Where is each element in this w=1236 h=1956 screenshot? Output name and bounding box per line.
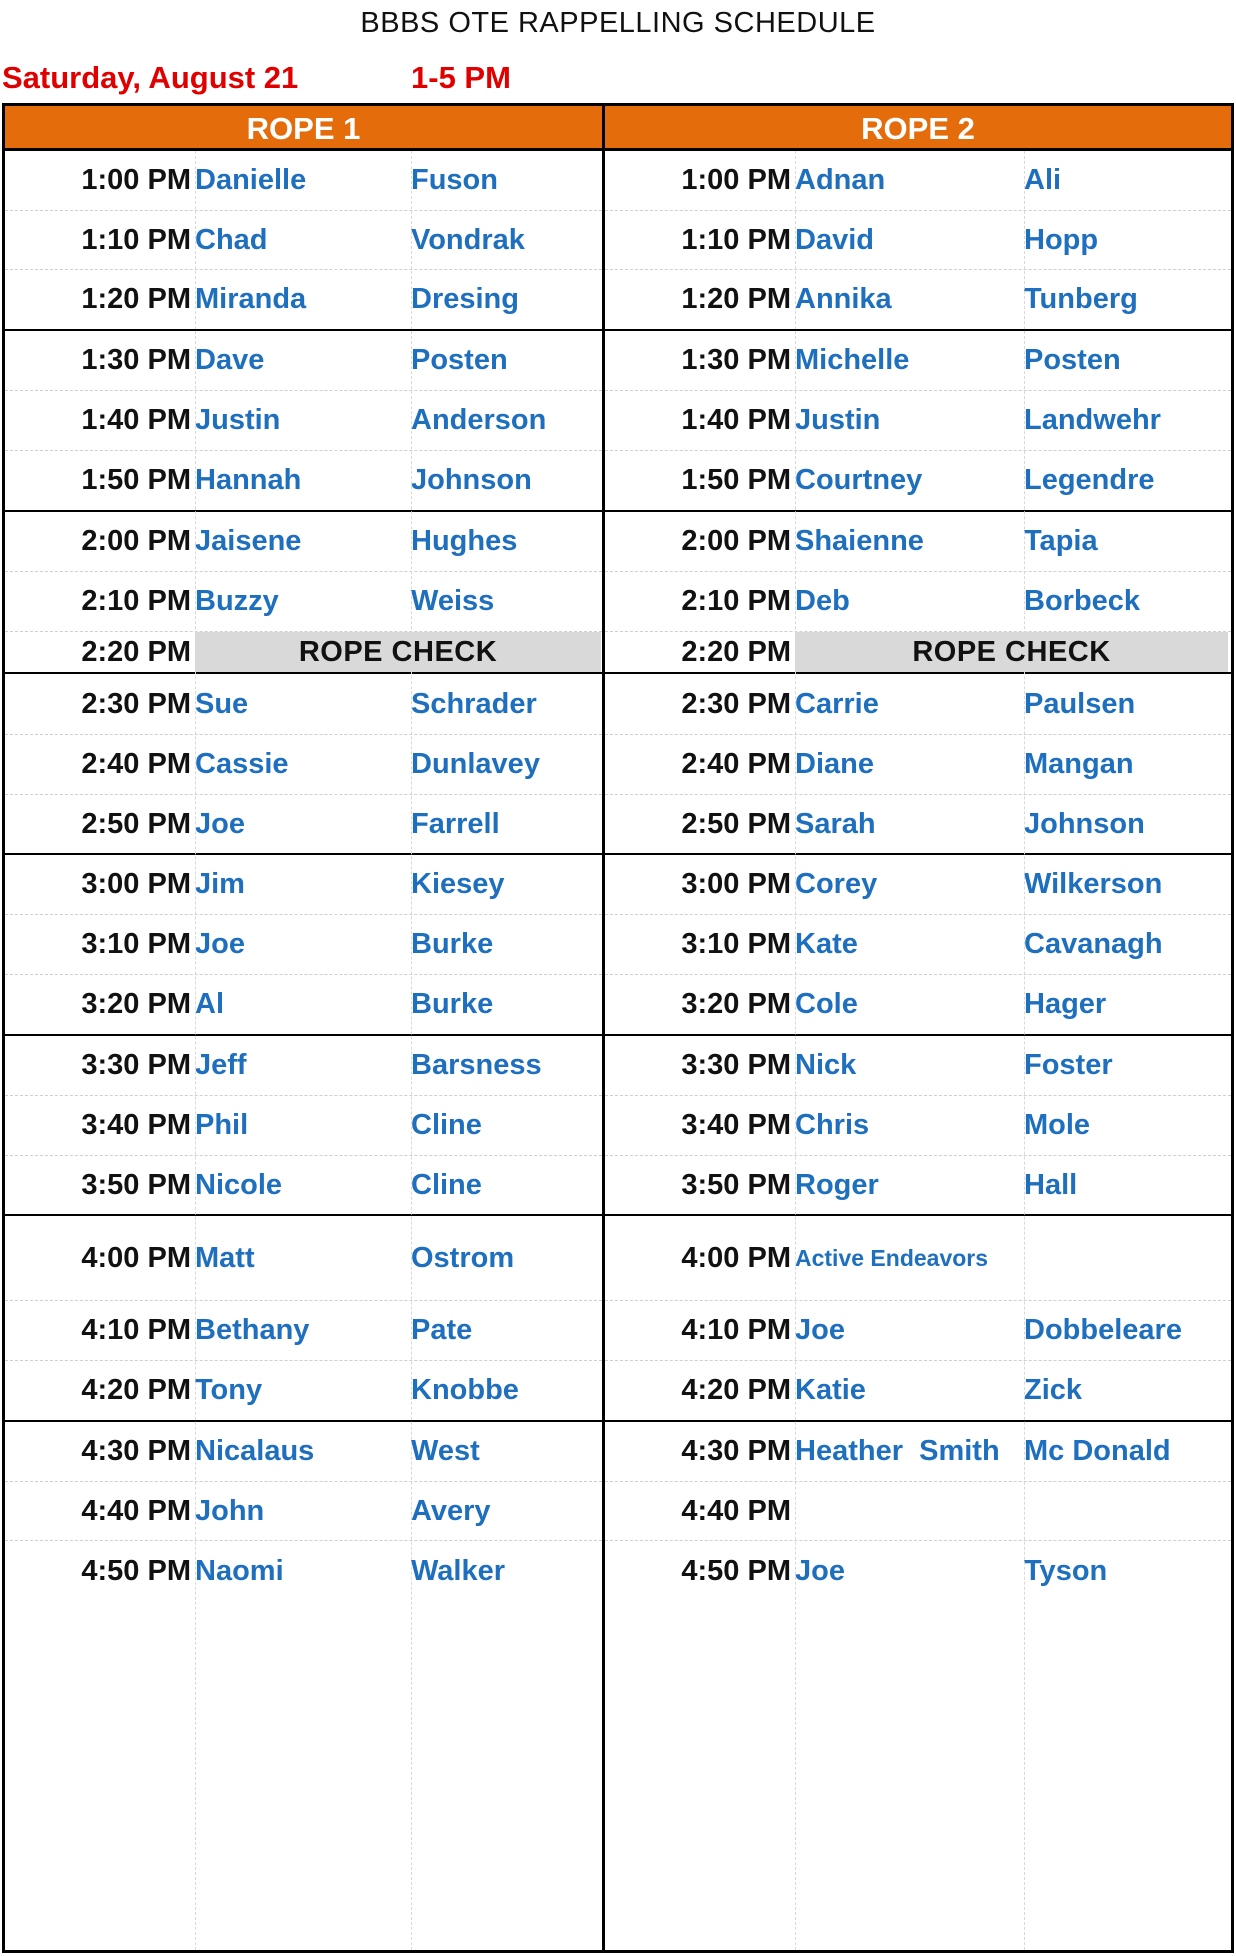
- time-slot: 3:10 PM: [681, 928, 791, 960]
- time-slot: 3:00 PM: [81, 868, 191, 900]
- schedule-row: [5, 391, 602, 451]
- time-slot: 1:30 PM: [81, 344, 191, 376]
- schedule-row: [605, 1361, 1231, 1422]
- last-name: Hall: [1024, 1168, 1078, 1201]
- schedule-row: [5, 451, 602, 512]
- first-name: Miranda: [195, 283, 307, 315]
- schedule-row: [605, 572, 1231, 632]
- schedule-row: [605, 331, 1231, 391]
- first-name: Heather Smith: [795, 1435, 1000, 1467]
- first-name: Buzzy: [195, 585, 279, 617]
- first-name: Nicalaus: [195, 1435, 315, 1467]
- first-name: Phil: [195, 1109, 249, 1141]
- time-slot: 2:40 PM: [81, 748, 191, 780]
- time-slot: 1:20 PM: [681, 283, 791, 315]
- schedule-row: [605, 1482, 1231, 1541]
- first-name: David: [795, 223, 874, 256]
- last-name: Hager: [1024, 988, 1107, 1020]
- event-hours: 1-5 PM: [411, 60, 511, 95]
- last-name: Walker: [411, 1554, 506, 1587]
- last-name: Cline: [411, 1109, 482, 1141]
- last-name: Weiss: [411, 585, 495, 617]
- first-name: Courtney: [795, 464, 923, 496]
- time-slot: 3:50 PM: [681, 1168, 791, 1201]
- last-name: Borbeck: [1024, 585, 1141, 617]
- time-slot: 4:10 PM: [681, 1314, 791, 1346]
- last-name: Zick: [1024, 1374, 1083, 1406]
- time-slot: 1:40 PM: [681, 404, 791, 436]
- last-name: Burke: [411, 928, 494, 960]
- first-name: Chris: [795, 1109, 870, 1141]
- schedule-row: [605, 451, 1231, 512]
- first-name: Dave: [195, 344, 265, 376]
- schedule-row: [5, 1096, 602, 1156]
- schedule-row: [605, 512, 1231, 572]
- schedule-row: [605, 1036, 1231, 1096]
- last-name: Anderson: [411, 404, 547, 436]
- time-slot: 4:20 PM: [81, 1374, 191, 1406]
- schedule-row: [605, 391, 1231, 451]
- last-name: Wilkerson: [1024, 868, 1163, 900]
- last-name: Posten: [1024, 344, 1121, 376]
- schedule-row: [605, 1301, 1231, 1361]
- first-name: Nicole: [195, 1168, 283, 1201]
- last-name: Johnson: [411, 464, 532, 496]
- schedule-row: [5, 1422, 602, 1482]
- first-name: Nick: [795, 1049, 857, 1081]
- time-slot: 2:40 PM: [681, 748, 791, 780]
- first-name: Shaienne: [795, 525, 924, 557]
- time-slot: 4:00 PM: [81, 1241, 191, 1274]
- event-date: Saturday, August 21: [2, 60, 299, 95]
- last-name: Foster: [1024, 1049, 1113, 1081]
- rope-check-block: ROPE CHECK: [195, 632, 601, 672]
- time-slot: 1:50 PM: [81, 464, 191, 496]
- time-slot: 3:40 PM: [681, 1109, 791, 1141]
- schedule-row: [605, 211, 1231, 270]
- schedule-row: [5, 855, 602, 915]
- last-name: Cavanagh: [1024, 928, 1163, 960]
- last-name: Legendre: [1024, 464, 1155, 496]
- time-slot: 1:10 PM: [681, 223, 791, 256]
- time-slot: 3:00 PM: [681, 868, 791, 900]
- first-name: Michelle: [795, 344, 910, 376]
- last-name: Posten: [411, 344, 508, 376]
- schedule-row: [605, 674, 1231, 735]
- time-slot: 4:30 PM: [81, 1435, 191, 1467]
- last-name: Tapia: [1024, 525, 1098, 557]
- first-name: Active Endeavors: [795, 1244, 989, 1271]
- schedule-row: [5, 331, 602, 391]
- time-slot: 3:50 PM: [81, 1168, 191, 1201]
- last-name: Avery: [411, 1494, 491, 1527]
- time-slot: 2:20 PM: [681, 635, 791, 668]
- first-name: Annika: [795, 283, 892, 315]
- schedule-row: [605, 151, 1231, 211]
- schedule-title: BBBS OTE RAPPELLING SCHEDULE: [360, 7, 876, 39]
- first-name: Roger: [795, 1168, 879, 1201]
- first-name: Sarah: [795, 807, 876, 840]
- time-slot: 2:10 PM: [681, 585, 791, 617]
- first-name: Matt: [195, 1241, 255, 1274]
- first-name: Diane: [795, 748, 874, 780]
- last-name: Schrader: [411, 687, 537, 720]
- last-name: Ostrom: [411, 1241, 515, 1274]
- first-name: Hannah: [195, 464, 302, 496]
- time-slot: 4:40 PM: [681, 1494, 791, 1527]
- last-name: Fuson: [411, 164, 498, 196]
- last-name: Farrell: [411, 807, 500, 840]
- schedule-row: [605, 270, 1231, 331]
- last-name: Pate: [411, 1314, 473, 1346]
- first-name: Carrie: [795, 687, 879, 720]
- time-slot: 3:20 PM: [681, 988, 791, 1020]
- rope-2-header: ROPE 2: [605, 106, 1231, 151]
- time-slot: 1:50 PM: [681, 464, 791, 496]
- time-slot: 4:40 PM: [81, 1494, 191, 1527]
- first-name: Al: [195, 988, 224, 1020]
- first-name: Tony: [195, 1374, 263, 1406]
- last-name: Dunlavey: [411, 748, 540, 780]
- last-name: Cline: [411, 1168, 482, 1201]
- first-name: Deb: [795, 585, 850, 617]
- time-slot: 4:00 PM: [681, 1241, 791, 1274]
- rope-check-block: ROPE CHECK: [795, 632, 1228, 672]
- time-slot: 2:30 PM: [81, 687, 191, 720]
- schedule-row: [605, 915, 1231, 975]
- time-slot: 4:50 PM: [81, 1554, 191, 1587]
- time-slot: 2:00 PM: [681, 525, 791, 557]
- schedule-row: [605, 735, 1231, 795]
- schedule-row: [5, 1216, 602, 1301]
- first-name: Sue: [195, 687, 249, 720]
- last-name: Vondrak: [411, 223, 525, 256]
- schedule-row: [5, 1541, 602, 1601]
- time-slot: 4:20 PM: [681, 1374, 791, 1406]
- first-name: Bethany: [195, 1314, 310, 1346]
- last-name: Tyson: [1024, 1554, 1108, 1587]
- schedule-row: [5, 674, 602, 735]
- rope-2-column: [605, 106, 1231, 1950]
- last-name: West: [411, 1435, 480, 1467]
- time-slot: 4:50 PM: [681, 1554, 791, 1587]
- last-name: Mangan: [1024, 748, 1134, 780]
- schedule-row: [605, 1156, 1231, 1216]
- last-name: Mole: [1024, 1109, 1091, 1141]
- time-slot: 4:30 PM: [681, 1435, 791, 1467]
- time-slot: 1:20 PM: [81, 283, 191, 315]
- first-name: Joe: [195, 807, 245, 840]
- schedule-row: [5, 211, 602, 270]
- schedule-row: [5, 512, 602, 572]
- schedule-row: [5, 915, 602, 975]
- time-slot: 3:40 PM: [81, 1109, 191, 1141]
- last-name: Hughes: [411, 525, 518, 557]
- last-name: Ali: [1024, 164, 1062, 196]
- last-name: Johnson: [1024, 807, 1145, 840]
- time-slot: 3:30 PM: [81, 1049, 191, 1081]
- schedule-row: [605, 1096, 1231, 1156]
- first-name: Adnan: [795, 164, 886, 196]
- schedule-row: [605, 855, 1231, 915]
- time-slot: 3:30 PM: [681, 1049, 791, 1081]
- time-slot: 4:10 PM: [81, 1314, 191, 1346]
- schedule-row: [605, 632, 1231, 674]
- first-name: Cassie: [195, 748, 289, 780]
- first-name: John: [195, 1494, 265, 1527]
- time-slot: 1:00 PM: [81, 164, 191, 196]
- time-slot: 1:40 PM: [81, 404, 191, 436]
- schedule-row: [5, 572, 602, 632]
- time-slot: 2:00 PM: [81, 525, 191, 557]
- time-slot: 2:20 PM: [81, 635, 191, 668]
- last-name: Hopp: [1024, 223, 1099, 256]
- first-name: Katie: [795, 1374, 866, 1406]
- schedule-table: [2, 103, 1234, 1953]
- time-slot: 1:10 PM: [81, 223, 191, 256]
- time-slot: 3:10 PM: [81, 928, 191, 960]
- schedule-row: [5, 632, 602, 674]
- rope-1-column: [5, 106, 605, 1950]
- schedule-row: [5, 1156, 602, 1216]
- first-name: Danielle: [195, 164, 307, 196]
- last-name: Dobbeleare: [1024, 1314, 1182, 1346]
- schedule-row: [605, 975, 1231, 1036]
- last-name: Burke: [411, 988, 494, 1020]
- time-slot: 1:00 PM: [681, 164, 791, 196]
- schedule-row: [5, 735, 602, 795]
- first-name: Joe: [795, 1314, 845, 1346]
- last-name: Kiesey: [411, 868, 505, 900]
- time-slot: 2:50 PM: [681, 807, 791, 840]
- schedule-row: [5, 975, 602, 1036]
- rope-1-header: ROPE 1: [5, 106, 602, 151]
- last-name: Landwehr: [1024, 404, 1161, 436]
- last-name: Paulsen: [1024, 687, 1136, 720]
- first-name: Justin: [195, 404, 281, 436]
- schedule-row: [5, 270, 602, 331]
- last-name: Tunberg: [1024, 283, 1138, 315]
- last-name: Dresing: [411, 283, 519, 315]
- rope-2-rows: [605, 151, 1231, 1950]
- schedule-row: [5, 1482, 602, 1541]
- time-slot: 3:20 PM: [81, 988, 191, 1020]
- schedule-row: [5, 1361, 602, 1422]
- schedule-row: [5, 1036, 602, 1096]
- schedule-row: [605, 795, 1231, 855]
- last-name: Mc Donald: [1024, 1435, 1171, 1467]
- first-name: Justin: [795, 404, 881, 436]
- first-name: Kate: [795, 928, 858, 960]
- schedule-row: [5, 151, 602, 211]
- rope-1-rows: [5, 151, 602, 1950]
- schedule-row: [5, 795, 602, 855]
- first-name: Jaisene: [195, 525, 302, 557]
- last-name: Barsness: [411, 1049, 542, 1081]
- time-slot: 1:30 PM: [681, 344, 791, 376]
- first-name: Chad: [195, 223, 268, 256]
- first-name: Naomi: [195, 1554, 284, 1587]
- time-slot: 2:50 PM: [81, 807, 191, 840]
- first-name: Joe: [195, 928, 245, 960]
- first-name: Cole: [795, 988, 858, 1020]
- time-slot: 2:10 PM: [81, 585, 191, 617]
- last-name: Knobbe: [411, 1374, 519, 1406]
- first-name: Jeff: [195, 1049, 247, 1081]
- first-name: Jim: [195, 868, 245, 900]
- first-name: Corey: [795, 868, 878, 900]
- schedule-row: [605, 1541, 1231, 1601]
- first-name: Joe: [795, 1554, 845, 1587]
- time-slot: 2:30 PM: [681, 687, 791, 720]
- schedule-row: [605, 1422, 1231, 1482]
- schedule-row: [605, 1216, 1231, 1301]
- schedule-row: [5, 1301, 602, 1361]
